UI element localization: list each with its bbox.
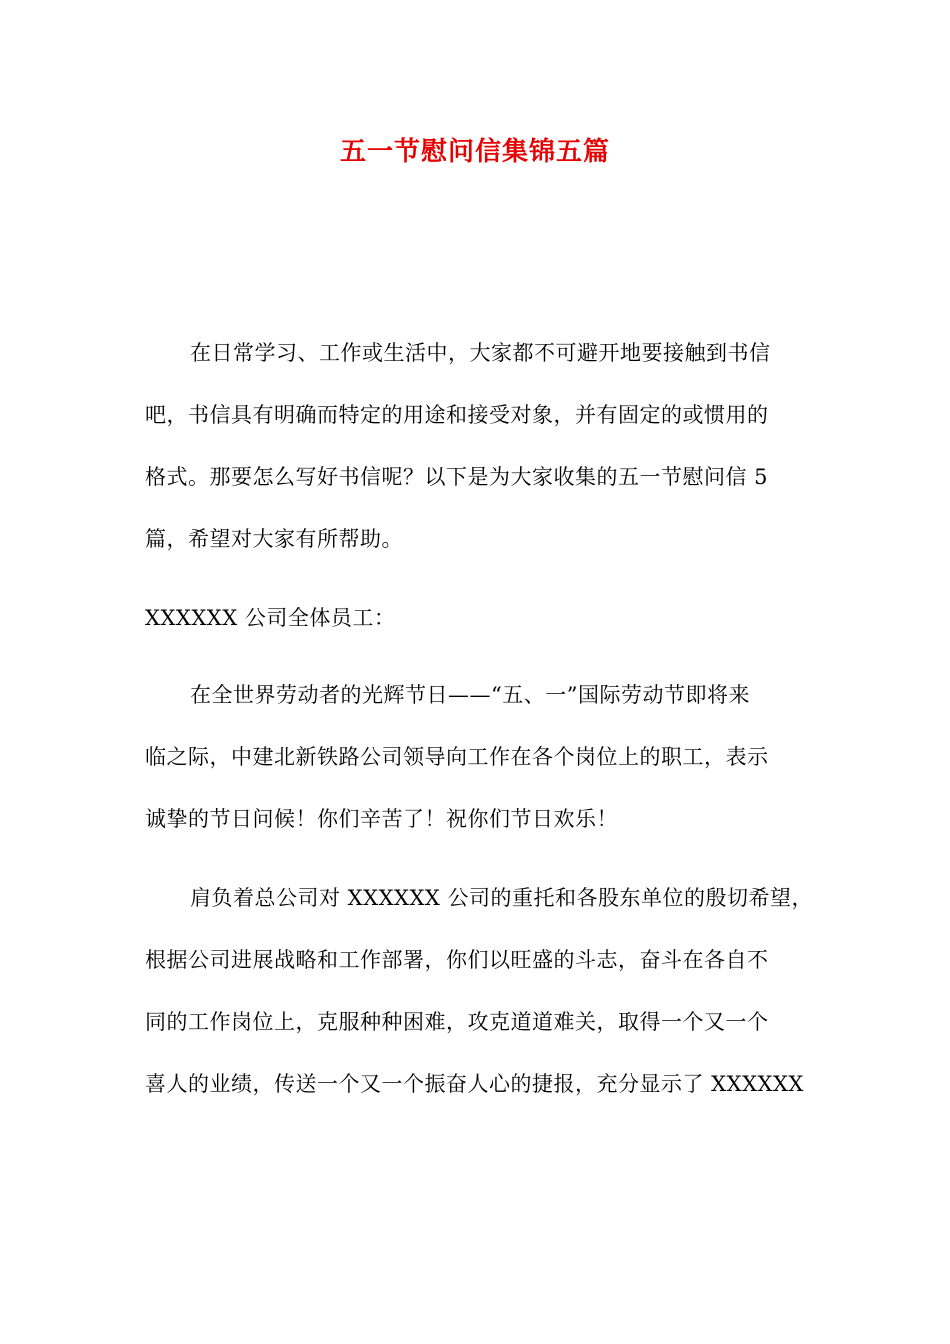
paragraph-line: 肩负着总公司对 XXXXXX 公司的重托和各股东单位的殷切希望， (190, 886, 814, 910)
paragraph-line: 吧，书信具有明确而特定的用途和接受对象，并有固定的或惯用的 (145, 403, 769, 427)
paragraph-line: 根据公司进展战略和工作部署，你们以旺盛的斗志，奋斗在各自不 (145, 948, 769, 972)
paragraph-line: 格式。那要怎么写好书信呢？以下是为大家收集的五一节慰问信 5 (145, 465, 769, 489)
paragraph-line: 篇，希望对大家有所帮助。 (145, 527, 403, 551)
paragraph-line: 在全世界劳动者的光辉节日——“五、一”国际劳动节即将来 (190, 683, 750, 707)
paragraph-line: 诚挚的节日问候！你们辛苦了！祝你们节日欢乐！ (145, 807, 618, 831)
paragraph-line: 同的工作岗位上，克服种种困难，攻克道道难关，取得一个又一个 (145, 1010, 769, 1034)
document-title: 五一节慰问信集锦五篇 (339, 137, 610, 167)
paragraph-line: 临之际，中建北新铁路公司领导向工作在各个岗位上的职工，表示 (145, 745, 769, 769)
salutation-line: XXXXXX 公司全体员工： (145, 606, 396, 630)
paragraph-line: 在日常学习、工作或生活中，大家都不可避开地要接触到书信 (190, 341, 771, 365)
paragraph-line: 喜人的业绩，传送一个又一个振奋人心的捷报，充分显示了 XXXXXX (145, 1072, 804, 1096)
